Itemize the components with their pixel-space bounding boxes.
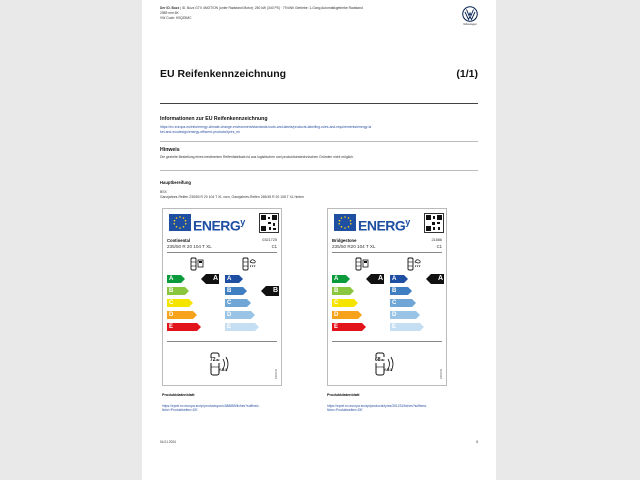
label-size: 235/50 R 20 104 T XL	[167, 244, 212, 249]
wet-scale-a: A	[390, 275, 404, 283]
wet-rating-marker: B	[266, 286, 279, 296]
tyre-label-continental	[162, 208, 282, 386]
notice-divider	[160, 170, 478, 171]
notice-text: Die gezielte Bestellung eines bestimmten Reifenfabrikats ist aus logistischen und produktionstechnischen Gründen nicht möglich.	[160, 155, 354, 159]
product-datasheet-heading-2: Produktdatenblatt	[327, 393, 360, 397]
page-title: EU Reifenkennzeichnung	[160, 68, 287, 80]
wet-rating-marker: A	[431, 274, 444, 284]
fuel-scale-e: E	[167, 323, 197, 331]
notice-heading: Hinweis	[160, 147, 180, 153]
wet-scale-b: B	[390, 287, 408, 295]
document-page	[142, 0, 496, 480]
fuel-scale-d: D	[332, 311, 358, 319]
noise-class: ABC	[219, 367, 228, 372]
fuel-rating-marker: A	[206, 274, 219, 284]
info-link-1[interactable]: https://ec.europa.eu/info/energy-climate-change-environment/standards-tools-and-labels/products-labelling-rules-and-requirements/energy-la	[160, 125, 372, 129]
tyre-label-bridgestone	[327, 208, 447, 386]
page-count: (1/1)	[456, 68, 478, 80]
wet-grip-icon	[406, 256, 422, 272]
product-datasheet-link-1[interactable]: https://eprel.ec.europa.eu/qr/productsyou/x388889/fiches?suffixed-fiche=Produktseiten=DE	[162, 404, 260, 413]
fuel-pump-icon	[354, 256, 370, 272]
fuel-scale-c: C	[332, 299, 354, 307]
info-heading: Informationen zur EU Reifenkennzeichnung	[160, 116, 268, 122]
main-tyres-heading: Hauptbereifung	[160, 180, 191, 185]
label-size: 235/50 R20 104 T XL	[332, 244, 376, 249]
wet-scale-e: E	[390, 323, 420, 331]
footer-date: 04.01.2024	[160, 440, 176, 444]
wet-scale-c: C	[225, 299, 247, 307]
energy-wordmark: ENERG$^y$	[358, 217, 410, 234]
fuel-scale-e: E	[332, 323, 362, 331]
label-brand: Bridgestone	[332, 238, 357, 243]
fuel-scale-a: A	[332, 275, 346, 283]
header-line-2: 2989 mm 6K	[160, 11, 179, 15]
wet-grip-icon	[241, 256, 257, 272]
qr-code-icon	[424, 213, 444, 233]
wet-scale-d: D	[225, 311, 251, 319]
vw-logo-icon	[462, 6, 478, 22]
footer-page-number: 8	[476, 440, 478, 444]
wet-scale-b: B	[225, 287, 243, 295]
fuel-rating-marker: A	[371, 274, 384, 284]
label-header	[163, 209, 281, 236]
product-datasheet-link-2[interactable]: https://eprel.ec.europa.eu/api/products/tyres/301231/fiches?suffixed-fiche=Produktseiten=DE	[327, 404, 428, 413]
label-divider	[332, 252, 442, 253]
info-link-2[interactable]: bel-and-ecodesign/energy-efficient-products/tyres_en	[160, 130, 241, 134]
label-divider	[167, 252, 277, 253]
header-line-1: Der ID. Buzz | ID. Buzz GTX 4MOTION (unter Radstand Motor): 250 kW (340 PS) · 79 kWh Getriebe: 1-Gang Automatikgetriebe Radstand	[160, 6, 363, 10]
label-divider-bottom	[167, 341, 277, 342]
title-divider	[160, 103, 478, 104]
product-datasheet-heading-1: Produktdatenblatt	[162, 393, 195, 397]
wet-scale-e: E	[225, 323, 255, 331]
label-code: 0321725	[262, 238, 277, 242]
label-code: 21886	[431, 238, 442, 242]
info-divider	[160, 141, 478, 142]
label-brand: Continental	[167, 238, 191, 243]
qr-code-icon	[259, 213, 279, 233]
wet-scale-d: D	[390, 311, 416, 319]
fuel-scale-d: D	[167, 311, 193, 319]
fuel-scale-a: A	[167, 275, 181, 283]
label-divider-bottom	[332, 341, 442, 342]
label-regulation: 2020/740	[440, 369, 443, 379]
eu-flag-icon	[334, 214, 356, 231]
label-header	[328, 209, 446, 236]
header-line-3: VW Code: K9QZ5MC	[160, 16, 192, 20]
fuel-scale-c: C	[167, 299, 189, 307]
fuel-scale-b: B	[332, 287, 350, 295]
noise-value: 68dB	[375, 357, 385, 363]
energy-wordmark: ENERG$^y$	[193, 217, 245, 234]
wet-scale-c: C	[390, 299, 412, 307]
label-tyre-class: C1	[436, 244, 442, 249]
label-tyre-class: C1	[271, 244, 277, 249]
eu-flag-icon	[169, 214, 191, 231]
main-tyres-code: BSX	[160, 190, 167, 194]
label-regulation: 2020/740	[275, 369, 278, 379]
wet-scale-a: A	[225, 275, 239, 283]
noise-icon	[374, 349, 398, 379]
fuel-pump-icon	[189, 256, 205, 272]
noise-class: ABC	[384, 367, 393, 372]
noise-value: 72dB	[210, 357, 220, 363]
noise-icon	[209, 349, 233, 379]
main-tyres-desc: Ganzjahres-Reifen 235/50 R 20 104 T XL vorn, Ganzjahres-Reifen 265/45 R 20 108 T XL hinten	[160, 195, 304, 199]
fuel-scale-b: B	[167, 287, 185, 295]
logo-caption: Volkswagen	[463, 23, 477, 26]
